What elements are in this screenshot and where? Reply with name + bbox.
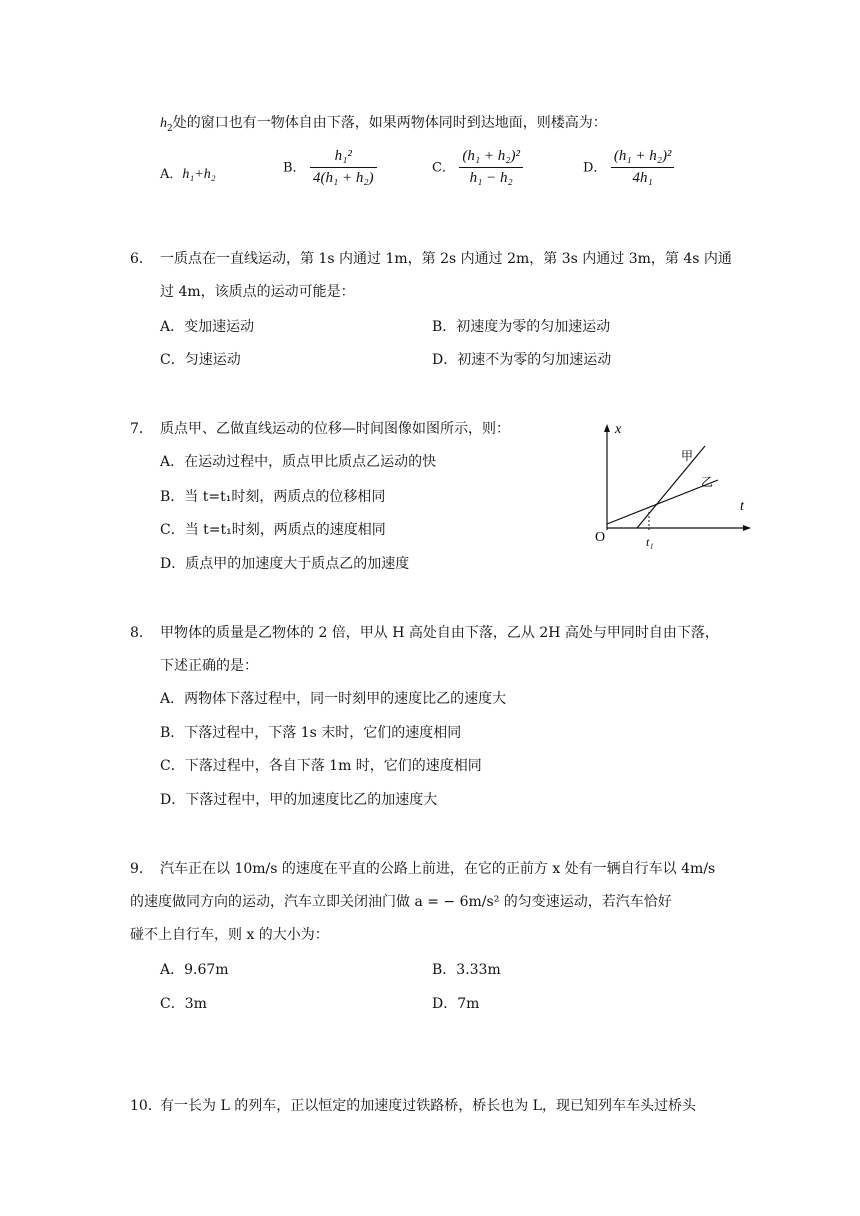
q5-option-c-denominator: h₁ − h₂: [469, 170, 513, 186]
q5-h: h: [160, 116, 167, 131]
q7-graph: [585, 418, 765, 553]
q5-option-a-label: A．: [160, 167, 183, 182]
q5-option-d-fraction: [611, 148, 675, 187]
q5-option-c[interactable]: [432, 148, 523, 187]
q7-graph-x-axis-arrow: [604, 424, 610, 432]
q7-stem: 质点甲、乙做直线运动的位移—时间图像如图所示，则：: [160, 421, 510, 437]
q6-option-b[interactable]: B．初速度为零的匀加速运动: [432, 319, 611, 335]
q5-option-b-label: B．: [283, 160, 306, 176]
q8-stem-line2: 下述正确的是：: [160, 658, 258, 674]
q9-option-b[interactable]: B．3.33m: [432, 962, 501, 978]
q9-option-c[interactable]: C．3m: [160, 996, 207, 1012]
q9-number: 9．: [130, 861, 153, 877]
q8-stem-line1: 甲物体的质量是乙物体的 2 倍，甲从 H 高处自由下落，乙从 2H 高处与甲同时自由下落，: [160, 625, 719, 641]
q7-graph-t1-label: t₁: [646, 535, 654, 549]
q7-number: 7．: [130, 421, 153, 437]
q5-option-d-denominator: 4h₁: [632, 170, 653, 186]
q5-option-d-label: D．: [583, 160, 607, 176]
q7-graph-line-jia: [637, 446, 705, 528]
q5-h-sub: 2: [167, 123, 173, 134]
q7-graph-origin: O: [595, 530, 606, 545]
q7-option-c[interactable]: C．当 t=t₁时刻，两质点的速度相同: [160, 522, 386, 538]
q7-graph-t-label: t: [740, 499, 744, 514]
q5-option-d-numerator: (h₁ + h₂)²: [611, 148, 675, 168]
q7-graph-x-label: x: [615, 422, 622, 437]
q5-stem-text: 处的窗口也有一物体自由下落，如果两物体同时到达地面，则楼高为：: [172, 115, 607, 131]
q8-option-c[interactable]: C．下落过程中，各自下落 1m 时，它们的速度相同: [160, 758, 482, 774]
q5-option-c-label: C．: [432, 160, 455, 176]
q9-stem-line2: 的速度做同方向的运动，汽车立即关闭油门做 a = − 6m/s² 的匀变速运动，若汽车恰好: [130, 894, 672, 910]
q7-graph-yi-label: 乙: [701, 475, 714, 489]
q5-stem: [160, 112, 607, 134]
q5-option-b-numerator: h₁²: [310, 148, 377, 168]
q6-option-c[interactable]: C．匀速运动: [160, 352, 241, 368]
q6-stem-line2: 过 4m，该质点的运动可能是：: [160, 284, 355, 300]
q10-number: 10．: [130, 1098, 162, 1114]
q5-option-a[interactable]: [160, 163, 216, 183]
q5-option-b-fraction: [310, 148, 377, 187]
q10-stem-line1: 有一长为 L 的列车，正以恒定的加速度过铁路桥，桥长也为 L，现已知列车车头过桥头: [160, 1098, 696, 1114]
q8-option-b[interactable]: B．下落过程中，下落 1s 末时，它们的速度相同: [160, 725, 462, 741]
q8-option-a[interactable]: A．两物体下落过程中，同一时刻甲的速度比乙的速度大: [160, 691, 507, 707]
q5-option-c-fraction: [459, 148, 523, 187]
q8-option-d[interactable]: D．下落过程中，甲的加速度比乙的加速度大: [160, 792, 438, 808]
q6-stem-line1: 一质点在一直线运动，第 1s 内通过 1m，第 2s 内通过 2m，第 3s 内通过 3m，第 4s 内通: [160, 251, 732, 267]
q8-number: 8．: [130, 625, 153, 641]
q7-graph-t-axis-arrow: [743, 525, 751, 531]
q9-option-d[interactable]: D．7m: [432, 996, 480, 1012]
q6-option-d[interactable]: D．初速不为零的匀加速运动: [432, 352, 612, 368]
q5-option-d[interactable]: [583, 148, 674, 187]
q5-option-b[interactable]: [283, 148, 377, 187]
q9-stem-line3: 碰不上自行车，则 x 的大小为：: [130, 927, 329, 943]
q7-option-a[interactable]: A．在运动过程中，质点甲比质点乙运动的快: [160, 454, 437, 470]
q7-option-d[interactable]: D．质点甲的加速度大于质点乙的加速度: [160, 556, 410, 572]
q5-option-a-text: h₁+h₂: [182, 167, 216, 182]
q6-number: 6．: [130, 251, 153, 267]
q5-option-b-denominator: 4(h₁ + h₂): [313, 170, 374, 186]
q5-option-c-numerator: (h₁ + h₂)²: [459, 148, 523, 168]
q9-option-a[interactable]: A．9.67m: [160, 962, 229, 978]
q7-option-b[interactable]: B．当 t=t₁时刻，两质点的位移相同: [160, 489, 386, 505]
q6-option-a[interactable]: A．变加速运动: [160, 319, 255, 335]
q7-graph-jia-label: 甲: [681, 449, 694, 463]
q9-stem-line1: 汽车正在以 10m/s 的速度在平直的公路上前进，在它的正前方 x 处有一辆自行车以 4m/s: [160, 861, 716, 877]
